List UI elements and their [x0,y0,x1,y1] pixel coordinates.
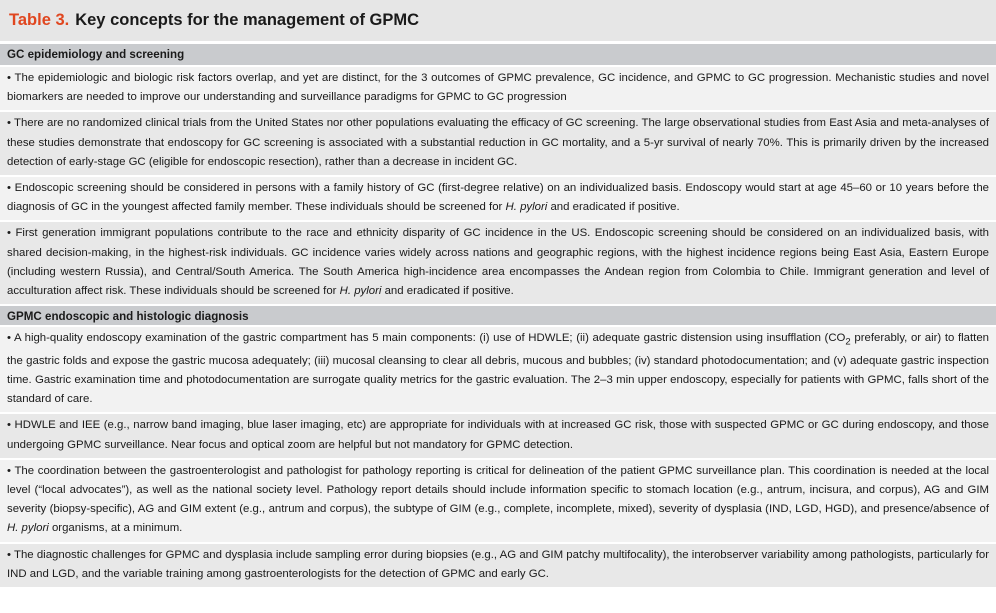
table-row: • The coordination between the gastroenterologist and pathologist for pathology reporting is critical for delineation of the patient GPMC surveillance plan. This coordination is needed at the local level (“local advocates”), as well as the national society level. Pathology report details should include information specific to stomach location (e.g., antrum, incisura, and corpus), AG and GIM severity (biopsy-specific), AG and GIM extent (e.g., antrum and corpus), the subtype of GIM (e.g., complete, incomplete, mixed), severity of dysplasia (IND, LGD, HGD), and presence/absence of H. pylori organisms, at a minimum. [0,458,996,542]
table-row: • Endoscopic screening should be considered in persons with a family history of GC (first-degree relative) on an individualized basis. Endoscopy would start at age 45–60 or 10 years before the diagnosis of GC in the youngest affected family member. These individuals should be screened for H. pylori and eradicated if positive. [0,175,996,220]
table-row: • A high-quality endoscopy examination of the gastric compartment has 5 main components: (i) use of HDWLE; (ii) adequate gastric distension using insufflation ($CO_2$ preferably, or air) to flatten the gastric folds and expose the gastric mucosa adequately; (iii) mucosal cleansing to clear all debris, mucous and bubbles; (iv) standard photodocumentation; and (v) adequate gastric inspection time. Gastric examination time and photodocumentation are surrogate quality metrics for the gastric evaluation. The 2–3 min upper endoscopy, especially for patients with GPMC, falls short of the standard of care. [0,325,996,412]
table-number: Table 3. [9,11,70,29]
section-header-diagnosis: GPMC endoscopic and histologic diagnosis [0,304,996,325]
table-title [0,0,996,44]
table-row: • The epidemiologic and biologic risk factors overlap, and yet are distinct, for the 3 outcomes of GPMC prevalence, GC incidence, and GPMC to GC progression. Mechanistic studies and novel biomarkers are needed to improve our understanding and surveillance paradigms for GPMC to GC progression [0,65,996,110]
table-caption: Key concepts for the management of GPMC [75,11,420,29]
table-row: • The diagnostic challenges for GPMC and dysplasia include sampling error during biopsies (e.g., AG and GIM patchy multifocality), the interobserver variability among pathologists, particularly for IND and LGD, and the variable training among gastroenterologists for the detection of GPMC and early GC. [0,542,996,587]
table-row: • HDWLE and IEE (e.g., narrow band imaging, blue laser imaging, etc) are appropriate for individuals with at increased GC risk, those with suspected GPMC or GC during endoscopy, and those undergoing GPMC surveillance. Near focus and optical zoom are helpful but not mandatory for GPMC detection. [0,412,996,457]
section-header-epidemiology: GC epidemiology and screening [0,44,996,65]
table-row: • First generation immigrant populations contribute to the race and ethnicity disparity of GC incidence in the US. Endoscopic screening should be considered on an individualized basis, with shared decision-making, in the highest-risk individuals. GC incidence varies widely across nations and geographic regions, with the highest incidence regions being East Asia, Eastern Europe (including western Russia), and Central/South America. The South America high-incidence area encompasses the Andean region from Colombia to Chile. Immigrant generation and level of acculturation affect risk. These individuals should be screened for H. pylori and eradicated if positive. [0,220,996,304]
table-row: • There are no randomized clinical trials from the United States nor other populations evaluating the efficacy of GC screening. The large observational studies from East Asia and meta-analyses of these studies demonstrate that endoscopy for GC screening is associated with a substantial reduction in GC mortality, and a 5-yr survival of nearly 70%. This is primarily driven by the increased detection of early-stage GC (eligible for endoscopic resection), rather than a decrease in incident GC. [0,110,996,175]
